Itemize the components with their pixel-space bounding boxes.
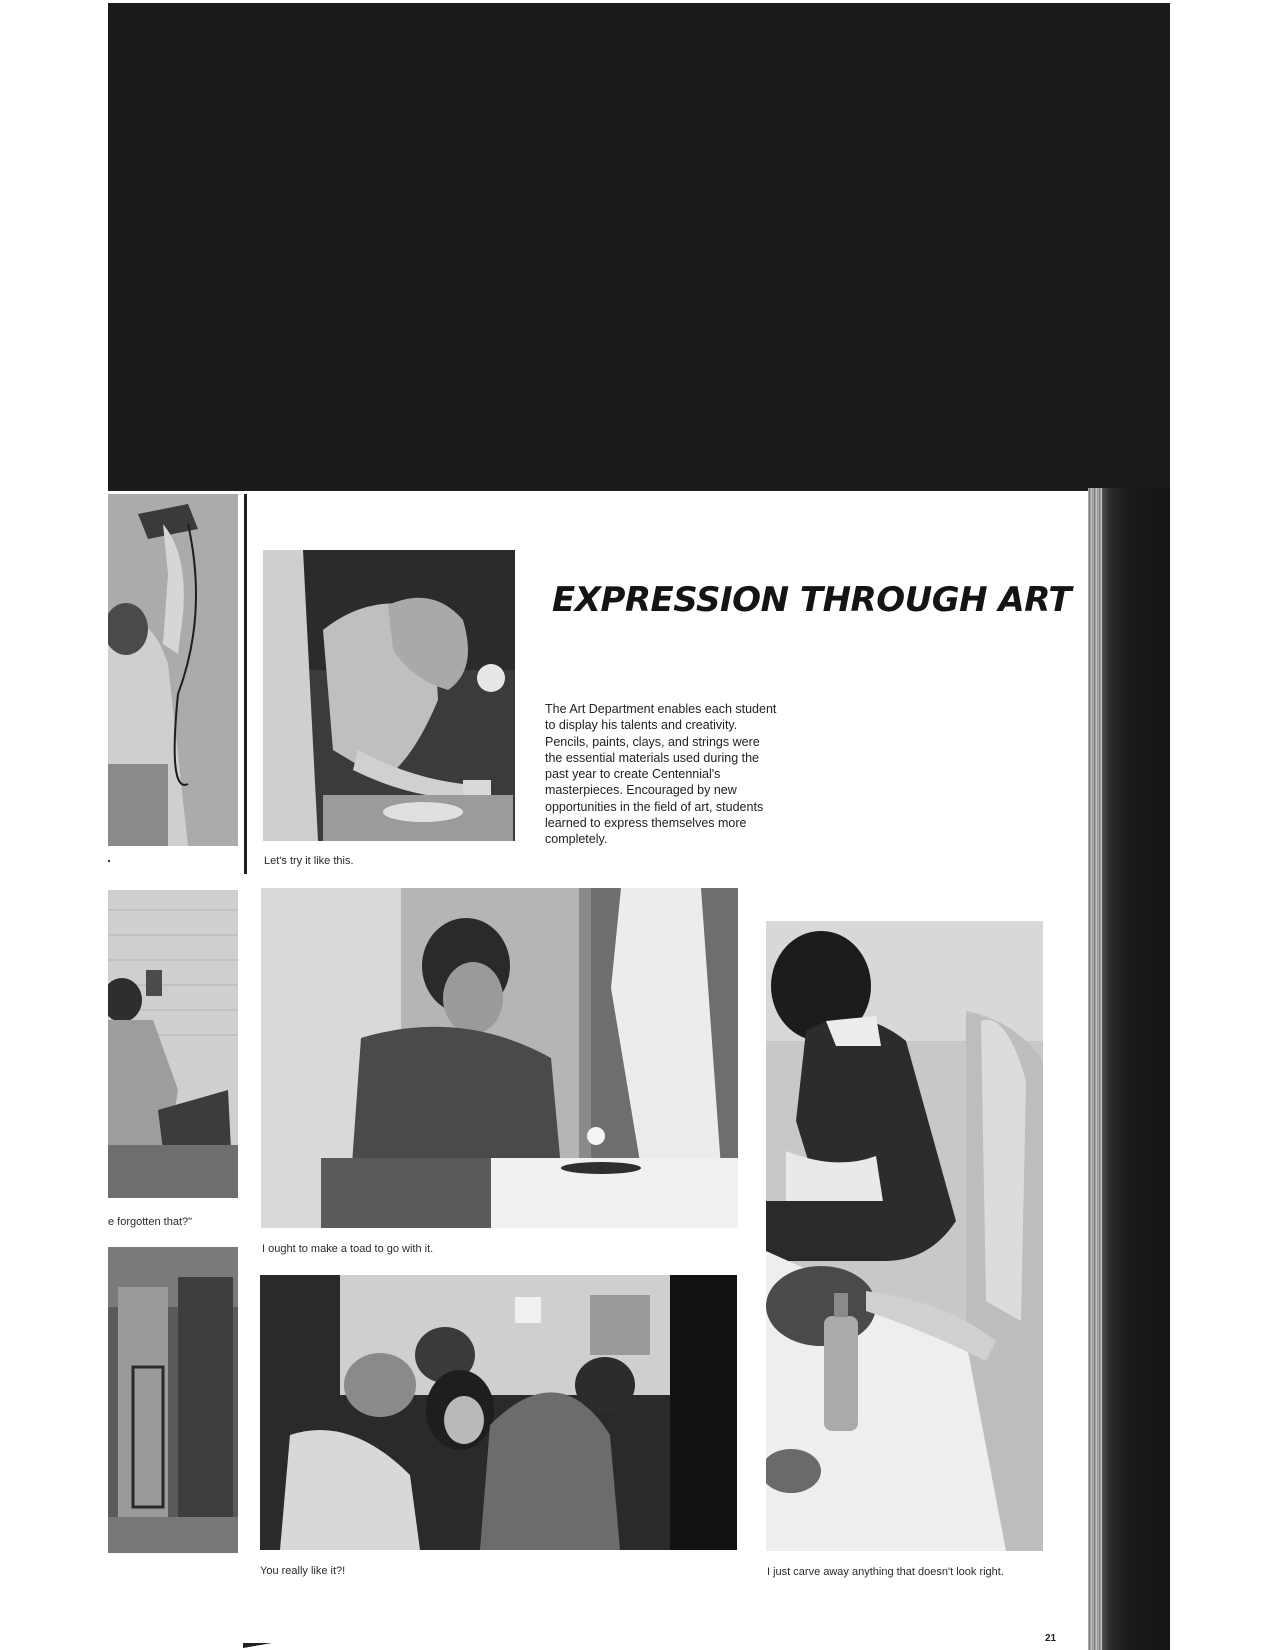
scan-corner-mark <box>243 1643 275 1650</box>
photo-left-desk <box>108 890 238 1198</box>
page-title: EXPRESSION THROUGH ART <box>552 580 1072 620</box>
gutter-shadow <box>244 494 247 874</box>
scan-speck <box>108 860 110 862</box>
photo-student-sculpting <box>261 888 738 1228</box>
intro-paragraph: The Art Department enables each student to display his talents and creativity. Pencils, paints, clays, and strings were the essential materials used during the past year to create Centennial's masterpieces. Encouraged by new opportunities in the field of art, students learned to express themselves more completely. <box>545 702 777 847</box>
scan-dark-area <box>108 3 1170 491</box>
book-spine-shadow <box>1100 488 1170 1650</box>
photo-left-drill <box>108 494 238 846</box>
photo-left-doorway <box>108 1247 238 1553</box>
caption-left-cut: e forgotten that?" <box>108 1216 193 1228</box>
photo-carving-clay <box>766 921 1043 1551</box>
photo-student-painting <box>263 550 515 841</box>
photo-group-students <box>260 1275 737 1550</box>
caption-bottom-photo: You really like it?! <box>260 1565 346 1577</box>
page-edges <box>1088 488 1102 1650</box>
caption-middle-photo: I ought to make a toad to go with it. <box>262 1243 434 1255</box>
page-number: 21 <box>1045 1633 1057 1644</box>
caption-right-photo: I just carve away anything that doesn't look right. <box>767 1566 1004 1578</box>
caption-top-photo: Let's try it like this. <box>264 855 354 867</box>
